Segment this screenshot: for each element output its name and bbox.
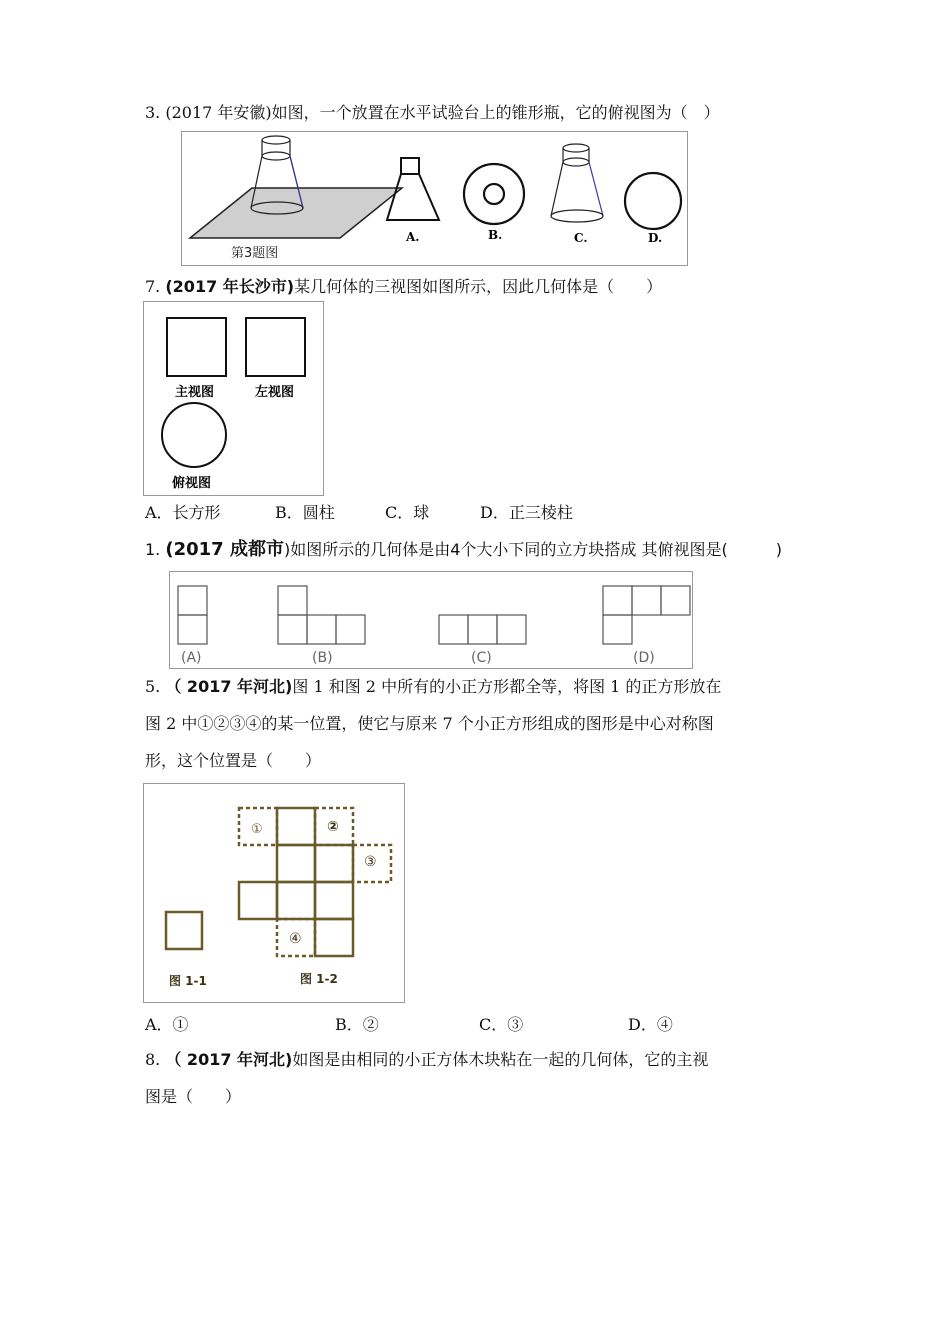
top-view-circle bbox=[162, 403, 226, 467]
figure-1-2-label: 图 1-2 bbox=[300, 972, 338, 986]
option-c[interactable]: C．球 bbox=[385, 503, 430, 522]
question-7 bbox=[145, 268, 662, 305]
question-source: （ 2017 年河北) bbox=[165, 1050, 293, 1069]
mark-1: ① bbox=[251, 822, 263, 837]
option-d-grid bbox=[603, 586, 690, 644]
question-number: 8. bbox=[145, 1050, 161, 1069]
options-q5 bbox=[145, 1012, 745, 1034]
option-a-grid bbox=[178, 586, 207, 644]
option-label-c: (C) bbox=[471, 650, 492, 666]
question-number: 1. bbox=[145, 540, 161, 559]
question-number: 3. bbox=[145, 103, 161, 122]
option-a[interactable]: A．① bbox=[145, 1015, 189, 1034]
question-source: (2017 成都市 bbox=[165, 539, 284, 560]
option-label-b: B. bbox=[488, 228, 503, 242]
option-label-b: (B) bbox=[312, 650, 333, 666]
question-text: 图 1 和图 2 中所有的小正方形都全等，将图 1 的正方形放在 bbox=[292, 677, 722, 696]
question-5-line-2: 图 2 中①②③④的某一位置，使它与原来 7 个小正方形组成的图形是中心对称图 bbox=[145, 714, 714, 733]
figure-q7 bbox=[143, 301, 324, 496]
lab-platform-shape bbox=[190, 188, 402, 238]
question-5-line-3: 形，这个位置是（ ） bbox=[145, 751, 322, 770]
option-b-shape bbox=[464, 164, 524, 224]
front-view-label: 主视图 bbox=[175, 385, 215, 400]
option-label-a: A. bbox=[406, 230, 420, 244]
question-source: (2017 年安徽) bbox=[165, 103, 272, 122]
mark-3: ③ bbox=[364, 854, 377, 870]
side-view-label: 左视图 bbox=[255, 385, 295, 400]
question-number: 7. bbox=[145, 277, 161, 296]
question-text: )如图所示的几何体是由4个大小下同的立方块搭成 其俯视图是( ) bbox=[283, 540, 782, 559]
front-view-square bbox=[167, 318, 226, 376]
option-c[interactable]: C．③ bbox=[479, 1015, 524, 1034]
figure-caption: 第3题图 bbox=[231, 246, 279, 261]
figure-1-1-label: 图 1-1 bbox=[169, 974, 207, 988]
option-b-grid bbox=[278, 586, 365, 644]
options-q7 bbox=[145, 500, 745, 522]
option-c-grid bbox=[439, 615, 526, 644]
question-5-line-1 bbox=[145, 668, 721, 705]
option-a[interactable]: A．长方形 bbox=[145, 503, 221, 522]
option-label-c: C. bbox=[574, 231, 588, 245]
option-c-shape bbox=[551, 144, 603, 222]
option-d[interactable]: D．④ bbox=[628, 1015, 673, 1034]
question-text: 如图，一个放置在水平试验台上的锥形瓶，它的俯视图为（ ） bbox=[271, 103, 720, 122]
question-8-line-1 bbox=[145, 1041, 708, 1078]
option-b[interactable]: B．② bbox=[335, 1015, 379, 1034]
question-3 bbox=[145, 94, 720, 131]
option-label-a: (A) bbox=[181, 650, 202, 666]
option-d[interactable]: D．正三棱柱 bbox=[480, 503, 573, 522]
mark-2: ② bbox=[327, 819, 339, 835]
question-source: (2017 年长沙市) bbox=[165, 277, 295, 296]
question-1 bbox=[145, 531, 782, 568]
question-text: 如图是由相同的小正方体木块粘在一起的几何体，它的主视 bbox=[292, 1050, 709, 1069]
question-8-line-2: 图是（ ） bbox=[145, 1087, 242, 1106]
option-d-shape bbox=[625, 173, 681, 229]
option-label-d: D. bbox=[648, 231, 663, 245]
figure-q1 bbox=[169, 571, 693, 669]
option-label-d: (D) bbox=[633, 650, 655, 666]
figure-q3 bbox=[181, 131, 688, 266]
mark-4: ④ bbox=[289, 931, 302, 947]
question-source: （ 2017 年河北) bbox=[165, 677, 293, 696]
question-number: 5. bbox=[145, 677, 161, 696]
figure-1-1-square bbox=[166, 912, 202, 949]
question-text: 某几何体的三视图如图所示，因此几何体是（ ） bbox=[294, 277, 663, 296]
figure-q5 bbox=[143, 783, 405, 1003]
top-view-label: 俯视图 bbox=[172, 476, 212, 491]
option-b[interactable]: B．圆柱 bbox=[275, 503, 335, 522]
side-view-square bbox=[246, 318, 305, 376]
